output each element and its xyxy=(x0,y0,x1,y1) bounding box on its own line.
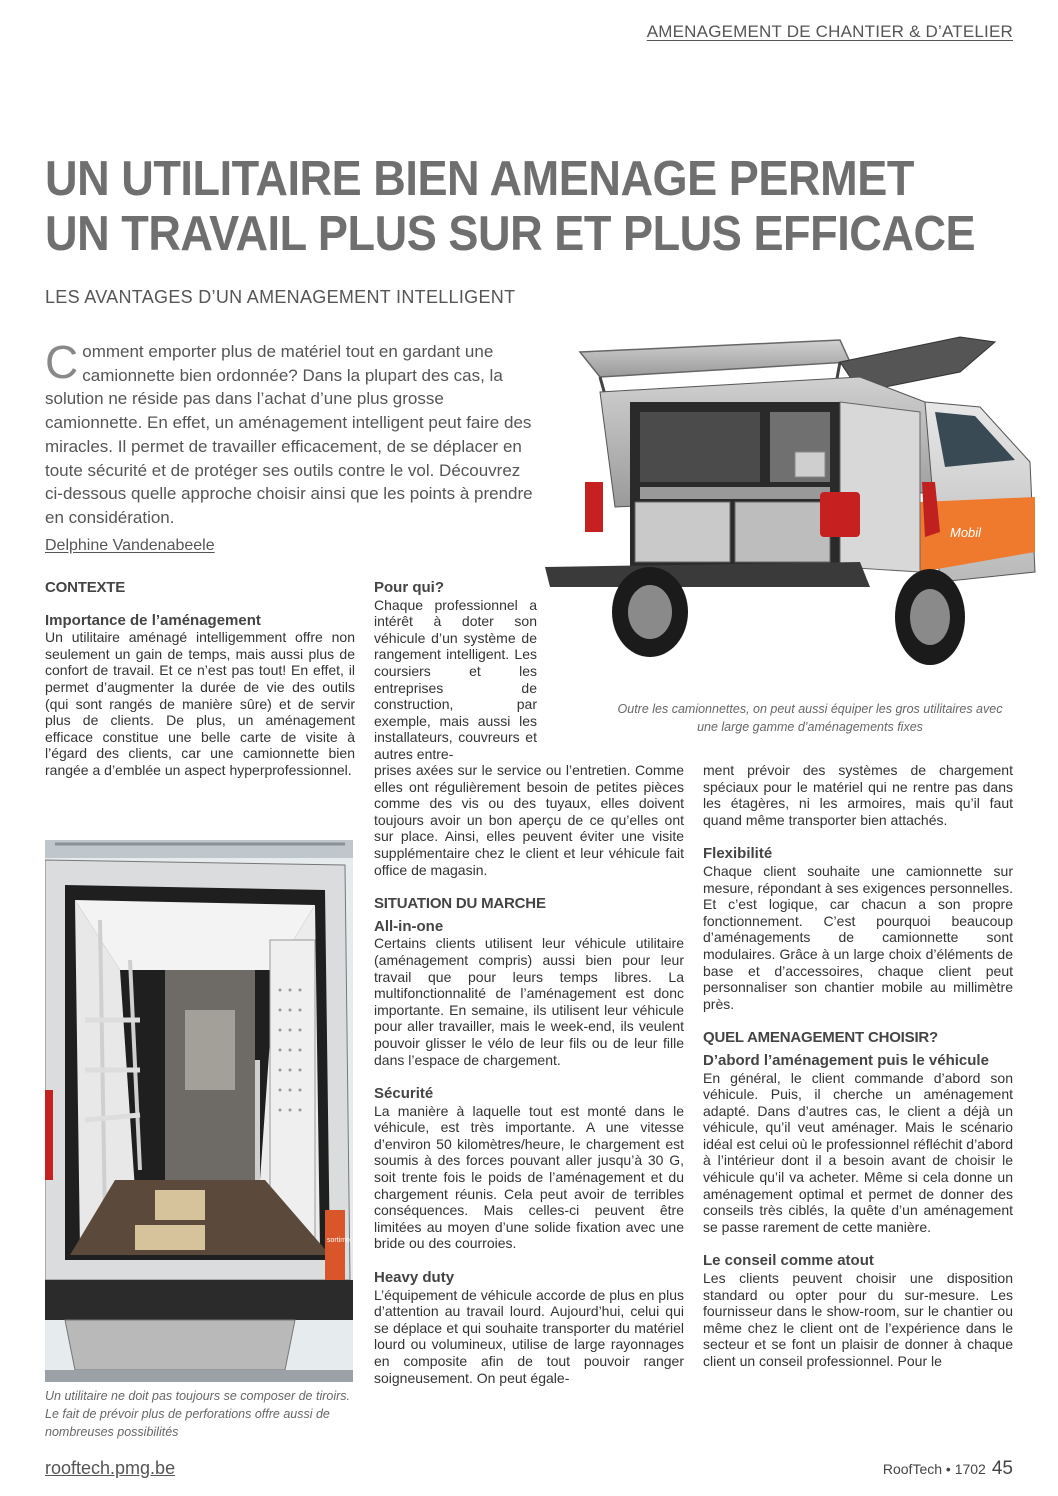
page-number: 45 xyxy=(991,1458,1013,1479)
paragraph-all-in-one: Certains clients utilisent leur véhicule utilitaire (aménagement compris) aussi bien pour leur travail que pour leurs temps libres. La multifonctionnalité de l’aménagement est donc importante. En semaine, ils utilisent leur véhicule pour aller travailler, mais le week-end, ils veulent pouvoir glisser le vélo de leur fils ou de leur fille dans l’espace de chargement. xyxy=(374,935,684,1068)
title-line-2: UN TRAVAIL PLUS SUR ET PLUS EFFICACE xyxy=(45,207,976,261)
pickup-photo xyxy=(540,332,1040,697)
subhead-conseil: Le conseil comme atout xyxy=(703,1252,874,1270)
paragraph-continued: ment prévoir des systèmes de chargement spéciaux pour le matériel qui ne rentre pas dans les étagères, ni les armoires, mais qu’il faut quand même transporter bien attachés. xyxy=(703,762,1013,828)
van-photo xyxy=(45,840,353,1382)
paragraph-flexibilite: Chaque client souhaite une camionnette sur mesure, répondant à ses exigences personnelles. Et c’est logique, car chacun a son propre fonctionnement. C’est pourquoi beaucoup d’aménagements de camionnette sont modulaires. Grâce à un large choix d’éléments de base et d’accessoires, chaque client peut personnaliser son chantier mobile au millimètre près. xyxy=(703,862,1013,1012)
author-link[interactable]: Delphine Vandenabeele xyxy=(45,537,215,554)
footer-page-info xyxy=(883,1458,1013,1480)
title-line-1: UN UTILITAIRE BIEN AMENAGE PERMET xyxy=(45,152,914,206)
footer-website-link[interactable]: rooftech.pmg.be xyxy=(45,1458,176,1478)
column-2 xyxy=(374,762,684,1386)
intro-text: omment emporter plus de matériel tout en gardant une camionnette bien ordonnée? Dans la plupart des cas, la solution ne réside pas dans l’achat d’une plus grosse camionnette. En effet, un aménagement intelligent peut faire des miracles. Il permet de travailler efficacement, de se déplacer en toute sécurité et de protéger ses outils contre le vol. Découvrez ci-dessous quelle approche choisir ainsi que les points à prendre en considération. xyxy=(45,342,533,527)
drop-cap: C xyxy=(45,336,79,388)
article-title xyxy=(45,152,976,262)
section-tag: AMENAGEMENT DE CHANTIER & D’ATELIER xyxy=(646,22,1013,41)
column-3 xyxy=(703,762,1013,1370)
paragraph-pour-qui-a: Chaque professionnel a intérêt à doter son véhicule d’un système de rangement intelligent. Les coursiers et les entreprises de construction, par exemple, mais aussi les installateurs, couvreurs et autres entre- xyxy=(374,596,537,762)
pickup-brand-text: Mobil xyxy=(950,525,982,540)
subhead-all-in-one: All-in-one xyxy=(374,917,444,935)
paragraph-importance: Un utilitaire aménagé intelligemment offre non seulement un gain de temps, mais aussi plus de confort de travail. Et ce n’est pas tout! En effet, il permet d’augmenter la durée de vie des outils (qui sont rangés de manière sûre) et de servir plus de clients. De plus, un aménagement efficace constitue une belle carte de visite à l’égard des clients, car une camionnette bien rangée a d’emblée un aspect hyperprofessionnel. xyxy=(45,629,355,778)
paragraph-heavy-duty: L’équipement de véhicule accorde de plus en plus d’attention au travail lourd. Aujourd’hui, celui qui se déplace et qui souhaite transporter du matériel lourd ou volumineux, utilise de large rayonnages en composite afin de tout pouvoir ranger soigneusement. On peut égale- xyxy=(374,1286,684,1386)
article-subtitle: LES AVANTAGES D’UN AMENAGEMENT INTELLIGENT xyxy=(45,287,516,307)
subhead-securite: Sécurité xyxy=(374,1085,434,1103)
section-situation-du-marche: SITUATION DU MARCHE xyxy=(374,895,546,913)
paragraph-dabord: En général, le client commande d’abord son véhicule. Puis, il cherche un aménagement adapté. Dans d’autres cas, le client a déjà un véhicule, qu’il veut aménager. Mais le scénario idéal est celui où le professionnel réfléchit d’abord à l’intérieur dont il a besoin avant de choisir le véhicule qu’il va acheter. Même si cela donne un aménagement optimal et permet de donner des conseils très ciblés, la quête d’un aménagement se passe rarement de cette manière. xyxy=(703,1069,1013,1235)
van-label-text: sortimo xyxy=(327,1237,350,1244)
column-1 xyxy=(45,580,355,779)
paragraph-conseil: Les clients peuvent choisir une disposition standard ou opter pour du sur-mesure. Les fournisseur dans le show-room, sur le chantier ou même chez le client ont de l’expérience dans le secteur et se font un plaisir de donner à chaque client un conseil professionnel. Pour le xyxy=(703,1270,1013,1369)
paragraph-securite: La manière à laquelle tout est monté dans le véhicule, est très importante. A une vitesse d’environ 50 kilomètres/heure, le chargement est soumis à des forces pouvant aller jusqu’à 30 G, soit trente fois le poids de l’aménagement et du chargement réunis. Cela peut avoir de terribles conséquences. Mais celles-ci peuvent être limitées au moyen d’une solide fixation avec une bride ou des courroies. xyxy=(374,1102,684,1252)
subhead-dabord: D’abord l’aménagement puis le véhicule xyxy=(703,1051,989,1069)
van-caption: Un utilitaire ne doit pas toujours se composer de tiroirs. Le fait de prévoir plus de perforations offre aussi de nombreuses possibilités xyxy=(45,1389,351,1439)
magazine-issue: RoofTech • 1702 xyxy=(882,1461,986,1477)
subhead-flexibilite: Flexibilité xyxy=(703,845,773,863)
subhead-heavy-duty: Heavy duty xyxy=(374,1269,455,1287)
subhead-pour-qui: Pour qui? xyxy=(374,579,444,596)
pickup-caption: Outre les camionnettes, on peut aussi équiper les gros utilitaires avec une large gamme d’aménagements fixes xyxy=(617,702,1003,734)
section-quel-amenagement: QUEL AMENAGEMENT CHOISIR? xyxy=(703,1029,939,1047)
intro-paragraph xyxy=(45,336,540,530)
column-2-top xyxy=(374,580,537,763)
section-contexte: CONTEXTE xyxy=(45,579,126,596)
subhead-importance: Importance de l’aménagement xyxy=(45,611,261,629)
paragraph-pour-qui-b: prises axées sur le service ou l’entretien. Comme elles ont régulièrement besoin de petites pièces comme des vis ou des tuyaux, elles doivent toujours avoir un bon aperçu de ce qu’elles ont sur place. Ainsi, elles peuvent éviter une visite supplémentaire chez le client et leur véhicule fait office de magasin. xyxy=(374,762,684,878)
